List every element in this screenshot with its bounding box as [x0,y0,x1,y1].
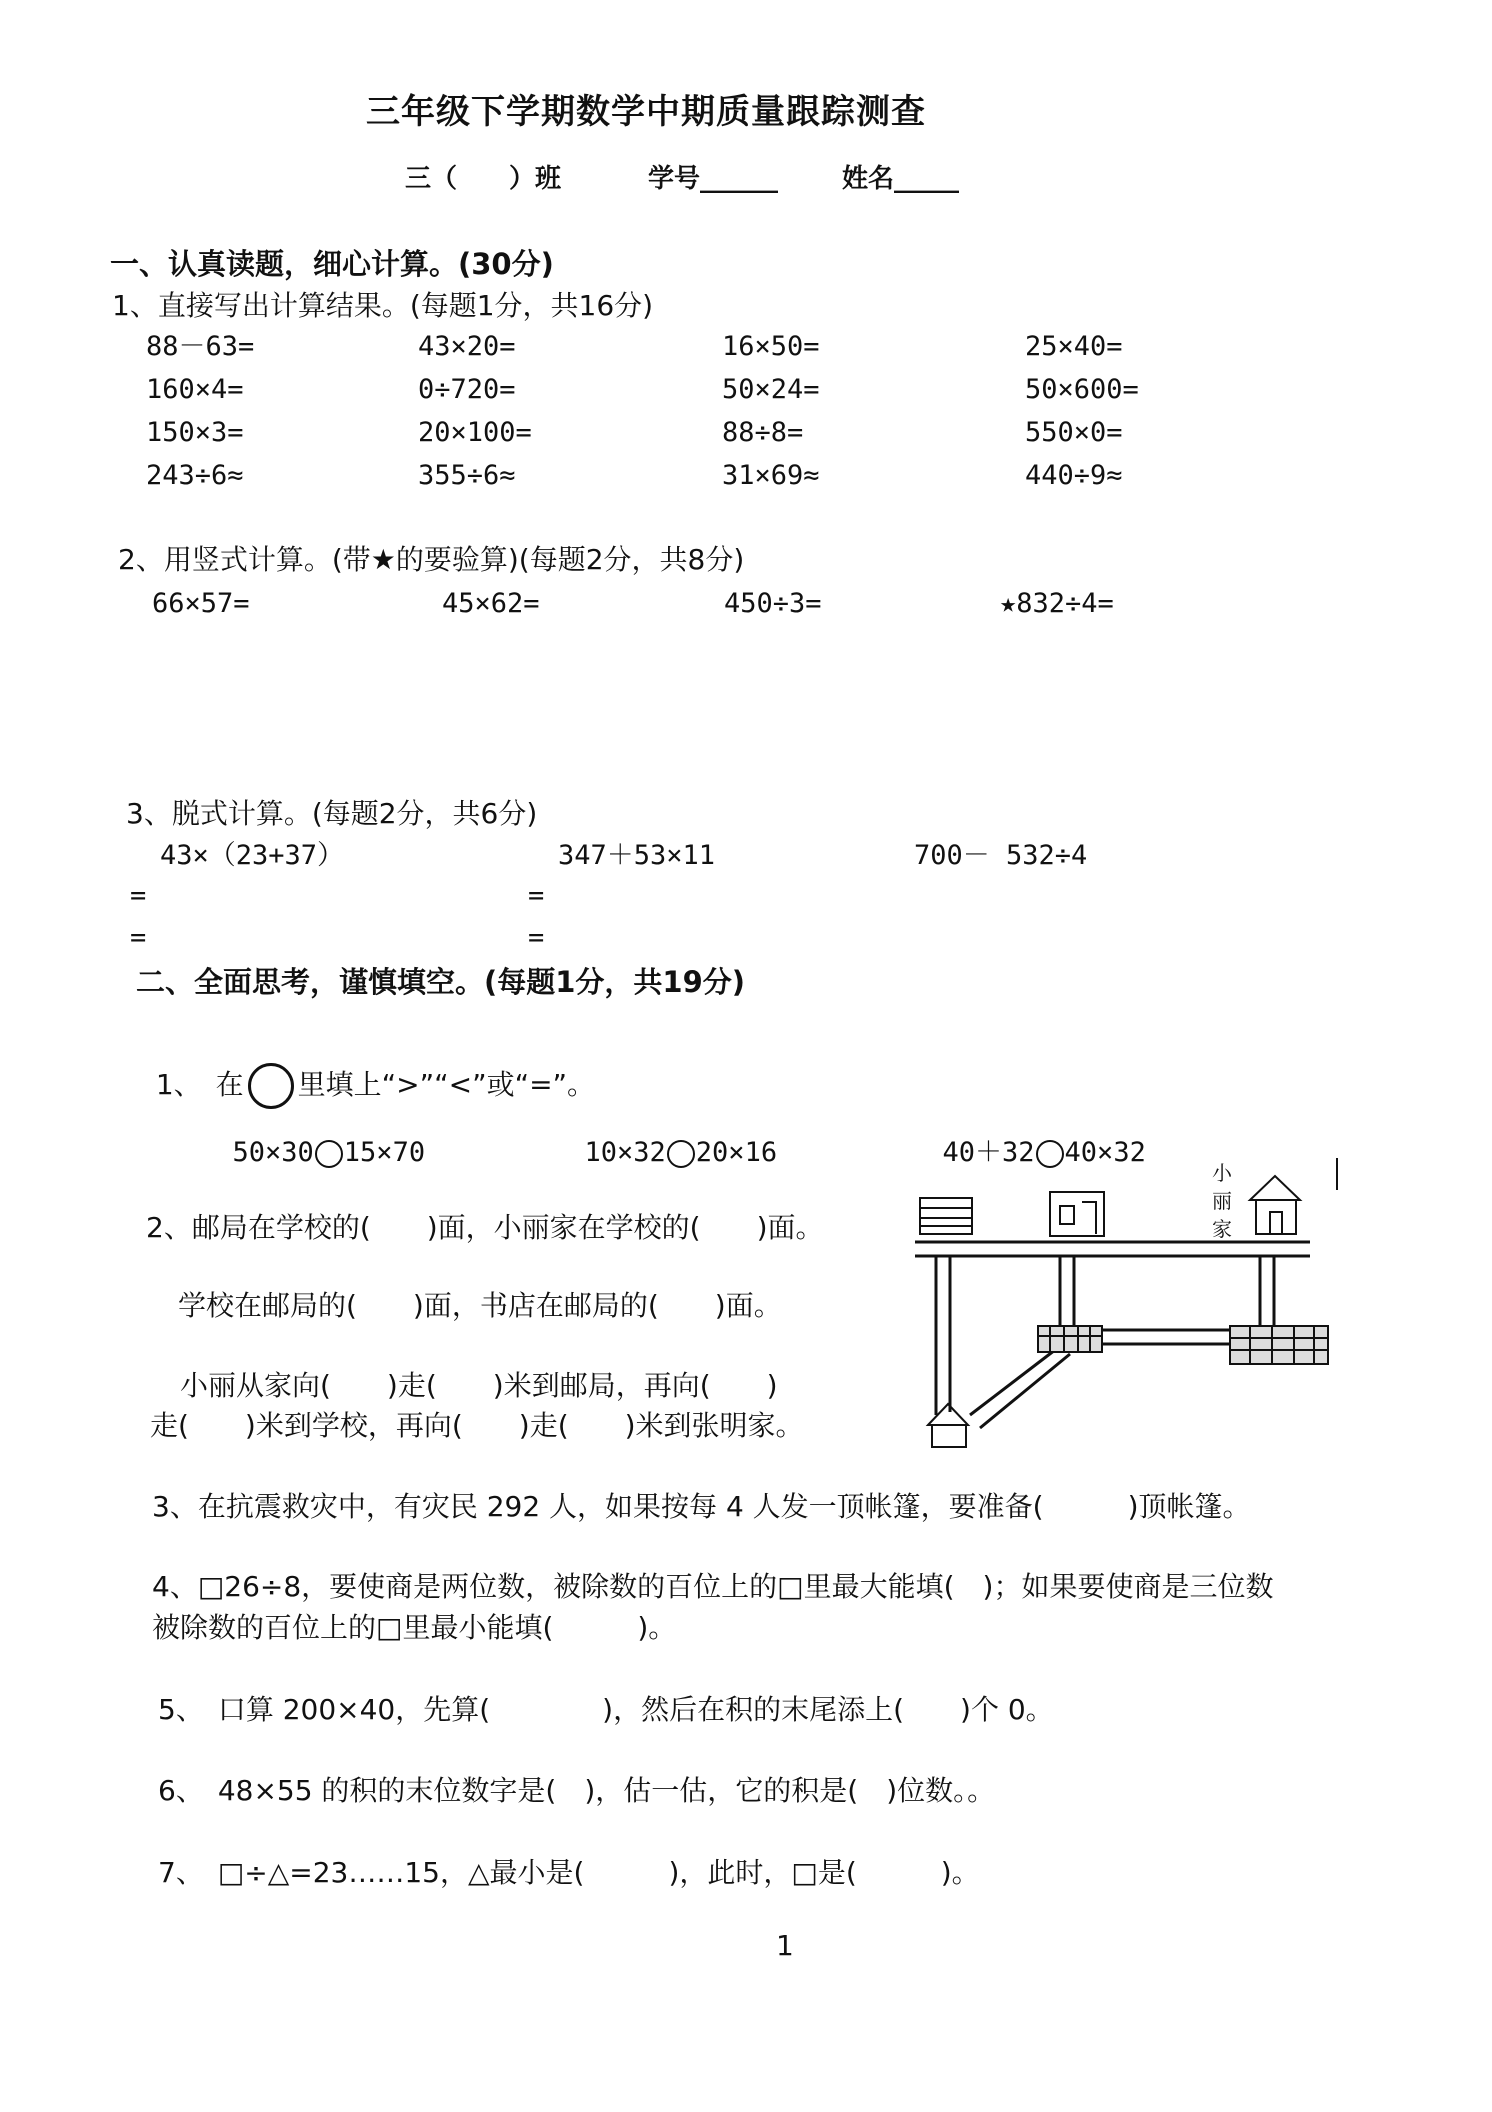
q2-6: 6、 48×55 的积的末位数字是( )，估一估，它的积是( )位数。。 [158,1774,996,1807]
school-icon [1038,1326,1102,1352]
location-map [900,1150,1360,1490]
vertical-calc-item: 45×62= [442,588,540,619]
compare-left: 50×30 [232,1137,314,1168]
q1-2-title: 2、用竖式计算。(带★的要验算)(每题2分，共8分) [118,543,745,576]
xiaoli-home-label-line: 丽 [1212,1189,1232,1213]
step-calc-item: 43×（23+37） [160,840,345,871]
shop-icon [1230,1326,1328,1364]
calc-item: 440÷9≈ [1025,460,1123,491]
xiaoli-home-label-line: 家 [1212,1217,1232,1241]
q2-3: 3、在抗震救灾中，有灾民 292 人，如果按每 4 人发一顶帐篷，要准备( )顶帐篷。 [152,1490,1251,1523]
compare-circle-blank[interactable] [315,1140,343,1168]
calc-item: 0÷720= [418,374,516,405]
compare-circle-blank[interactable] [667,1140,695,1168]
calc-item: 50×600= [1025,374,1139,405]
calc-item: 16×50= [722,331,820,362]
compare-right: 20×16 [695,1137,778,1168]
equals-sign: = [528,922,545,953]
equals-sign: = [528,880,545,911]
vertical-calc-item: 450÷3= [724,588,822,619]
q2-7: 7、 □÷△=23……15，△最小是( )，此时，□是( )。 [158,1856,980,1889]
compare-right: 15×70 [343,1137,426,1168]
xiaoli-home-label-line: 小 [1212,1161,1232,1185]
zhangming-home-icon [928,1404,968,1447]
calc-item: 20×100= [418,417,532,448]
step-calc-item: 347＋53×11 [558,840,716,871]
page-title: 三年级下学期数学中期质量跟踪测查 [366,92,926,132]
calc-item: 355÷6≈ [418,460,516,491]
calc-item: 550×0= [1025,417,1123,448]
q2-2-line2: 学校在邮局的( )面，书店在邮局的( )面。 [178,1289,782,1322]
page-number: 1 [776,1929,794,1962]
circle-icon [248,1063,294,1109]
calc-item: 88－63= [146,331,255,362]
q1-3-title: 3、脱式计算。(每题2分，共6分) [126,797,538,830]
compare-item [552,1112,777,1168]
q2-2-line4: 走( )米到学校，再向( )走( )米到张明家。 [150,1409,804,1442]
compare-right: 40×32 [1064,1137,1146,1168]
vertical-calc-item: ★832÷4= [1000,588,1114,619]
map-xiaoli-home-label [1212,1161,1238,1241]
compare-left: 10×32 [584,1137,666,1168]
step-calc-item: 700－ 532÷4 [914,840,1088,871]
section-1-title: 一、认真读题，细心计算。(30分) [110,247,554,281]
calc-item: 160×4= [146,374,244,405]
post-office-icon [1050,1192,1104,1236]
q2-2-line1: 2、邮局在学校的( )面，小丽家在学校的( )面。 [146,1211,824,1244]
q2-1-prefix: 1、 在 [155,1068,244,1101]
calc-item: 31×69≈ [722,460,820,491]
calc-item: 88÷8= [722,417,804,448]
equals-sign: = [130,880,147,911]
vertical-calc-item: 66×57= [152,588,250,619]
class-field: 三（ ）班 [405,164,562,194]
section-2-title: 二、全面思考，谨慎填空。(每题1分，共19分) [136,965,746,999]
compare-left: 40＋32 [942,1137,1035,1168]
q2-4-line1: 4、□26÷8，要使商是两位数，被除数的百位上的□里最大能填( )；如果要使商是三位数 [152,1570,1274,1603]
bookstore-icon [920,1198,972,1234]
xiaoli-home-icon [1250,1176,1300,1234]
q2-4-line2: 被除数的百位上的□里最小能填( )。 [152,1611,677,1644]
student-name-field: 姓名_____ [842,164,960,194]
calc-item: 43×20= [418,331,516,362]
q1-1-title: 1、直接写出计算结果。(每题1分，共16分) [112,289,654,322]
equals-sign: = [130,922,147,953]
calc-item: 50×24= [722,374,820,405]
calc-item: 243÷6≈ [146,460,244,491]
compare-item [200,1112,425,1168]
calc-item: 25×40= [1025,331,1123,362]
q2-5: 5、 口算 200×40，先算( )，然后在积的末尾添上( )个 0。 [158,1693,1054,1726]
student-no-field: 学号______ [648,164,779,194]
q2-1-suffix: 里填上“>”“<”或“=”。 [297,1068,596,1101]
q2-2-line3: 小丽从家向( )走( )米到邮局，再向( ) [180,1369,778,1402]
q2-1-instruction [138,1035,595,1109]
calc-item: 150×3= [146,417,244,448]
